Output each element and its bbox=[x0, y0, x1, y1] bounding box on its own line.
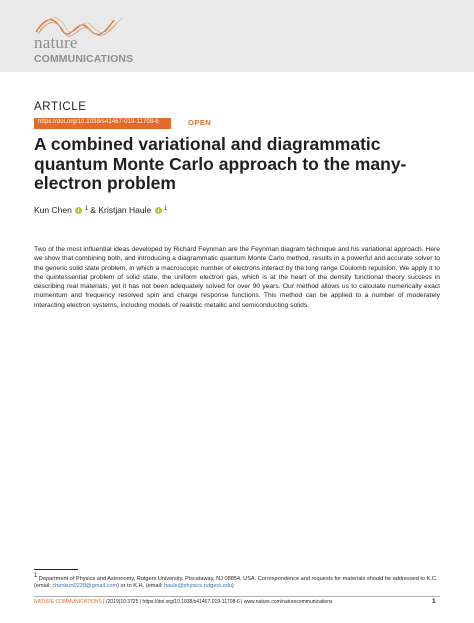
footnote-text: Department of Physics and Astronomy, Rutgers University, Piscataway, NJ 08854, USA. Correspondence and requests for materials should be addressed to K.C. (email: bbox=[34, 576, 438, 590]
page-footer bbox=[34, 599, 333, 605]
abstract bbox=[34, 245, 440, 310]
footer-journal-name: NATURE COMMUNICATIONS bbox=[34, 599, 102, 605]
author-separator: & bbox=[87, 205, 99, 215]
author-name-1[interactable]: Kun Chen bbox=[34, 205, 72, 215]
footnote-divider bbox=[34, 569, 78, 570]
page-number: 1 bbox=[432, 598, 436, 605]
article-title: A combined variational and diagrammatic quantum Monte Carlo approach to the many-electron problem bbox=[34, 134, 407, 193]
doi-link[interactable]: https://doi.org/10.1038/s41467-019-11708-6 bbox=[38, 119, 159, 125]
orcid-icon[interactable] bbox=[155, 207, 162, 214]
abstract-text: Two of the most influential ideas developed by Richard Feynman are the Feynman diagram technique and his variational approach. Here we show that combining both, and introducing a diagrammatic quantum Monte Carlo method, results in a powerful and accurate solver to the generic solid state problem, in which a macroscopic number of electrons interact by the long range Coulomb repulsion. We apply it to the quintessential problem of solid state, the uniform electron gas, which is at the heart of the density functional theory success in describing real materials, yet it has not been adequately solved for over 90 years. Our method allows us to calculate numerically exact momentum and frequency resolved spin and charge response functions. This method can be applied to a number of moderately interacting electron systems, including models of realistic metallic and semiconducting solids. bbox=[34, 246, 440, 309]
footer-divider bbox=[34, 596, 440, 597]
orcid-icon[interactable] bbox=[75, 207, 82, 214]
article-type-label: ARTICLE bbox=[34, 101, 87, 113]
email-link-haule[interactable]: haule@physics.rutgers.edu bbox=[164, 583, 232, 590]
logo-text-communications: COMMUNICATIONS bbox=[34, 53, 134, 65]
footer-citation[interactable]: | (2019)10:3725 | https://doi.org/10.1038/s41467-019-11708-6 | www.nature.com/naturecommunications bbox=[101, 599, 333, 605]
footnote-marker: 1 bbox=[34, 573, 38, 579]
footnote-text: ) or to K.H. (email: bbox=[117, 583, 165, 590]
affiliation-footnote bbox=[34, 573, 442, 590]
journal-header-band bbox=[0, 0, 474, 72]
author-affiliation-marker-1: 1 bbox=[84, 206, 88, 212]
email-link-chen[interactable]: chenkun0228@gmail.com bbox=[52, 583, 118, 590]
journal-logo[interactable] bbox=[34, 12, 144, 64]
footnote-text: ) bbox=[231, 583, 234, 590]
logo-text-nature: nature bbox=[34, 33, 78, 52]
author-name-2[interactable]: Kristjan Haule bbox=[98, 205, 152, 215]
author-list bbox=[34, 205, 167, 215]
author-affiliation-marker-2: 1 bbox=[163, 206, 168, 212]
open-access-label: OPEN bbox=[188, 118, 212, 127]
